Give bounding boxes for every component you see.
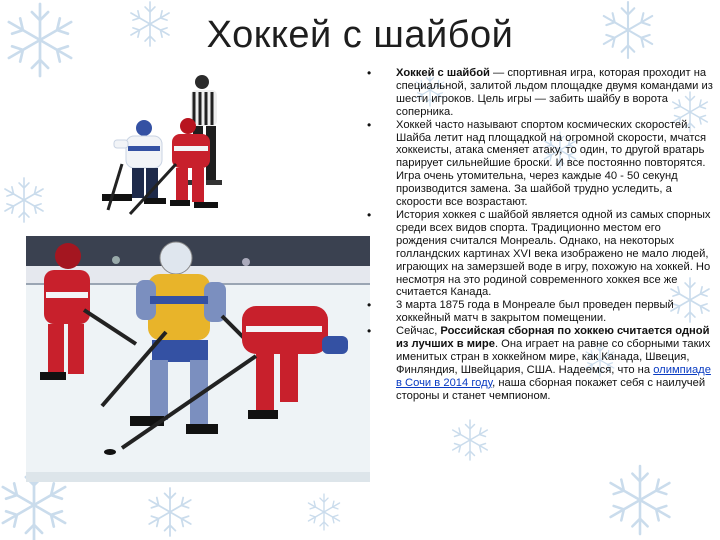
bullet-item — [364, 325, 714, 402]
snowflake-icon — [149, 488, 191, 536]
bullet-list — [364, 67, 714, 403]
bullet-item — [364, 119, 714, 209]
bullet-text: , наша сборная покажет себя с наилучей стороны и станет чемпионом. — [396, 376, 706, 402]
bullet-text: 3 марта 1875 года в Монреале был проведен первый хоккейный матч в закрытом помещении. — [396, 299, 674, 325]
bullet-bold-term: Хоккей с шайбой — [396, 67, 490, 79]
sochi-olympics-link[interactable]: олимпиаде в Сочи в 2014 году — [396, 363, 711, 389]
bullet-text: . Она играет на равне со сборными таких именитых стран в хоккейном мире, как Канада, Швеция, Финляндия, Швейцария, США. Надеемся, что на — [396, 338, 711, 376]
puck — [104, 449, 116, 455]
bullet-text: — спортивная игра, которая проходит на специальной, залитой льдом площадке двумя командами из шести игроков. Цель игры — забить шайбу в ворота соперника. — [396, 67, 713, 118]
bullet-item — [364, 209, 714, 299]
slide-title: Хоккей с шайбой — [206, 14, 514, 56]
bullet-text: Сейчас, — [396, 325, 441, 338]
bullet-text: История хоккея с шайбой является одной из самых спорных среди всех видов спорта. Традиционно местом его рождения считался Монреаль. Однако, на некоторых голландских картинах XVI века изображено не мало людей, играющих на замерзшей воде в игру, похожую на хоккей. Но несмотря на это родиной современного хоккея все же считается Канада. — [396, 208, 711, 299]
snowflake-icon — [611, 466, 670, 534]
snowflake-icon — [5, 178, 43, 222]
bullet-bold-statement: Российская сборная по хоккею считается одной из лучших в мире — [396, 325, 710, 351]
snowflake-icon — [453, 420, 488, 460]
bullet-text: Хоккей часто называют спортом космических скоростей. Шайба летит над площадкой на огромной скорости, мчатся хоккеисты, атака сменяет атаку, то один, то другой вратарь парирует сильнейшие броски. И все постоянно повторятся. Игра очень утомительна, через каждые 40 - 50 секунд производится замена. За шайбой трудно уследить, а скорости все возрастают. — [396, 118, 707, 209]
bullet-item — [364, 67, 714, 119]
faceoff-photo — [72, 68, 268, 226]
snowflake-icon — [308, 494, 339, 530]
game-action-photo — [26, 236, 370, 482]
bullet-item — [364, 299, 714, 325]
